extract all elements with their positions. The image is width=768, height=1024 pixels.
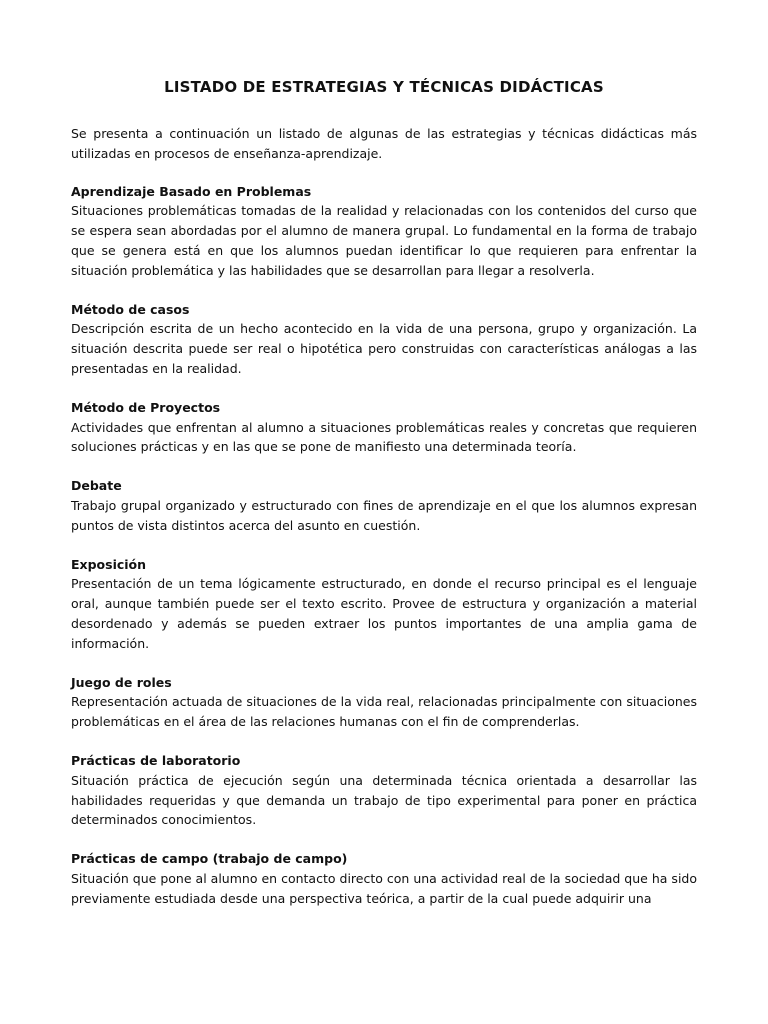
section-title: Método de Proyectos <box>71 399 221 415</box>
section-title: Exposición <box>71 556 147 572</box>
document-intro: Se presenta a continuación un listado de algunas de las estrategias y técnicas didácticas más utilizadas en procesos de enseñanza-aprendizaje. <box>71 126 697 161</box>
section-title: Prácticas de laboratorio <box>71 752 241 768</box>
section-body: Representación actuada de situaciones de la vida real, relacionadas principalmente con situaciones problemáticas en el área de las relaciones humanas con el fin de comprenderlas. <box>71 694 697 730</box>
section-body: Descripción escrita de un hecho acontecido en la vida de una persona, grupo y organización. La situación descrita puede ser real o hipotética pero construidas con características análogas a las presentadas en la realidad. <box>71 321 697 376</box>
section-juego-de-roles <box>71 673 697 732</box>
section-title: Juego de roles <box>71 674 172 690</box>
section-debate <box>71 476 697 535</box>
section-body: Situación que pone al alumno en contacto directo con una actividad real de la sociedad que ha sido previamente estudiada desde una perspectiva teórica, a partir de la cual puede adquirir una <box>71 870 697 906</box>
section-body: Situación práctica de ejecución según una determinada técnica orientada a desarrollar las habilidades requeridas y que demanda un trabajo de tipo experimental para poner en práctica determinados conocimientos. <box>71 772 697 828</box>
section-title: Aprendizaje Basado en Problemas <box>71 183 312 199</box>
section-metodo-de-casos <box>71 300 697 379</box>
document-page <box>71 74 697 928</box>
section-metodo-de-proyectos <box>71 398 697 457</box>
section-aprendizaje-basado-en-problemas <box>71 182 697 281</box>
document-title: LISTADO DE ESTRATEGIAS Y TÉCNICAS DIDÁCTICAS <box>164 78 604 96</box>
section-body: Situaciones problemáticas tomadas de la realidad y relacionadas con los contenidos del curso que se espera sean abordadas por el alumno de manera grupal. Lo fundamental en la forma de trabajo que se genera está en que los alumnos puedan identificar lo que requieren para enfrentar la situación problemática y las habilidades que se desarrollan para llegar a resolverla. <box>71 203 697 278</box>
section-exposicion <box>71 555 697 654</box>
section-body: Trabajo grupal organizado y estructurado con fines de aprendizaje en el que los alumnos expresan puntos de vista distintos acerca del asunto en cuestión. <box>71 497 697 533</box>
section-title: Método de casos <box>71 301 190 317</box>
section-title: Prácticas de campo (trabajo de campo) <box>71 851 348 867</box>
section-practicas-de-campo <box>71 849 697 908</box>
section-title: Debate <box>71 478 122 494</box>
section-practicas-de-laboratorio <box>71 751 697 830</box>
section-body: Actividades que enfrentan al alumno a situaciones problemáticas reales y concretas que requieren soluciones prácticas y en las que se pone de manifiesto una determinada teoría. <box>71 419 697 455</box>
section-body: Presentación de un tema lógicamente estructurado, en donde el recurso principal es el lenguaje oral, aunque también puede ser el texto escrito. Provee de estructura y organización a material desordenado y además se pueden extraer los puntos importantes de una amplia gama de información. <box>71 576 697 651</box>
